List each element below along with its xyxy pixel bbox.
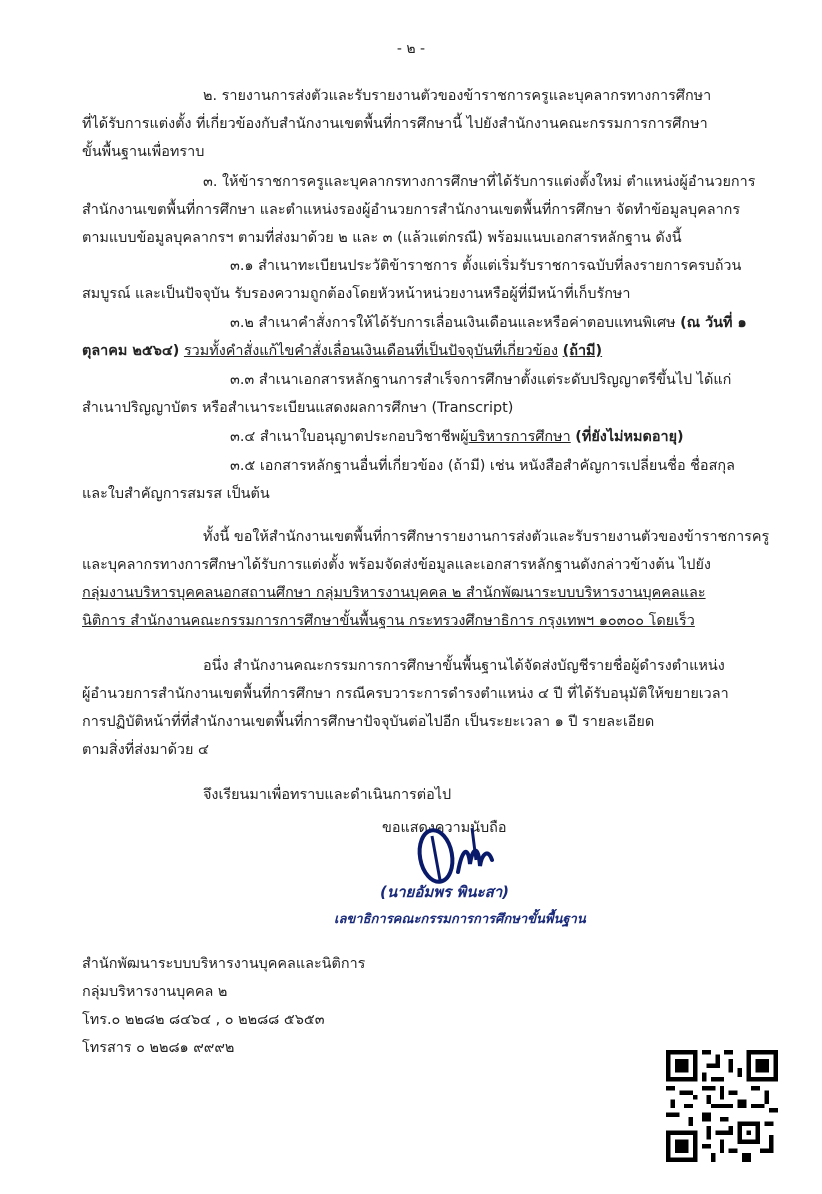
paragraph-3-line-1: ๓. ให้ข้าราชการครูและบุคลากรทางการศึกษาที่ได้รับการแต่งตั้งใหม่ ตำแหน่งผู้อำนวยการ [203, 174, 756, 190]
footer-group: กลุ่มบริหารงานบุคคล ๒ [82, 984, 228, 1000]
signature-scribble [410, 820, 520, 886]
paragraph-4-line-3: กลุ่มงานบริหารบุคคลนอกสถานศึกษา กลุ่มบริหารงานบุคคล ๒ สำนักพัฒนาระบบบริหารงานบุคคลและ [82, 585, 706, 601]
item-3-2-underlined: รวมทั้งคำสั่งแก้ไขคำสั่งเลื่อนเงินเดือนที่เป็นปัจจุบันที่เกี่ยวข้อง [183, 343, 559, 359]
paragraph-5-line-4: ตามสิ่งที่ส่งมาด้วย ๔ [82, 742, 209, 758]
signer-name: (นายอัมพร พินะสา) [380, 883, 510, 901]
paragraph-2-line-2: ที่ได้รับการแต่งตั้ง ที่เกี่ยวข้องกับสำนักงานเขตพื้นที่การศึกษานี้ ไปยังสำนักงานคณะกรรมการการศึกษา [82, 116, 708, 132]
paragraph-5-line-1: อนึ่ง สำนักงานคณะกรรมการการศึกษาขั้นพื้นฐานได้จัดส่งบัญชีรายชื่อผู้ดำรงตำแหน่ง [203, 658, 725, 674]
footer-phone: โทร.๐ ๒๒๘๒ ๘๔๖๔ , ๐ ๒๒๘๘ ๕๖๕๓ [82, 1012, 325, 1028]
item-3-4-text: ๓.๔ สำเนาใบอนุญาตประกอบวิชาชีพผู้ [230, 429, 469, 445]
item-3-2-text: ๓.๒ สำเนาคำสั่งการให้ได้รับการเลื่อนเงินเดือนและหรือค่าตอบแทนพิเศษ [230, 315, 676, 331]
paragraph-2-line-1: ๒. รายงานการส่งตัวและรับรายงานตัวของข้าราชการครูและบุคลากรทางการศึกษา [203, 88, 712, 104]
footer-office: สำนักพัฒนาระบบบริหารงานบุคคลและนิติการ [82, 956, 366, 972]
item-3-1-line-1: ๓.๑ สำเนาทะเบียนประวัติข้าราชการ ตั้งแต่เริ่มรับราชการฉบับที่ลงรายการครบถ้วน [230, 258, 742, 274]
paragraph-3-line-3: ตามแบบข้อมูลบุคลากรฯ ตามที่ส่งมาด้วย ๒ และ ๓ (แล้วแต่กรณี) พร้อมแนบเอกสารหลักฐาน ดังนี้ [82, 230, 682, 246]
item-3-2-date-start: (ณ วันที่ ๑ [680, 315, 747, 331]
item-3-2-date-end: ตุลาคม ๒๕๖๔) [82, 343, 180, 359]
page-number: - ๒ - [396, 41, 426, 57]
item-3-4-not-expired: (ที่ยังไม่หมดอายุ) [575, 429, 684, 445]
qr-code [666, 1050, 778, 1162]
paragraph-5-line-3: การปฏิบัติหน้าที่ที่สำนักงานเขตพื้นที่การศึกษาปัจจุบันต่อไปอีก เป็นระยะเวลา ๑ ปี รายละเอียด [82, 714, 655, 730]
closing-text: จึงเรียนมาเพื่อทราบและดำเนินการต่อไป [203, 787, 452, 803]
paragraph-2-line-3: ขั้นพื้นฐานเพื่อทราบ [82, 144, 205, 160]
paragraph-4-line-4: นิติการ สำนักงานคณะกรรมการการศึกษาขั้นพื้นฐาน กระทรวงศึกษาธิการ กรุงเทพฯ ๑๐๓๐๐ โดยเร็ว [82, 613, 695, 629]
paragraph-5-line-2: ผู้อำนวยการสำนักงานเขตพื้นที่การศึกษา กรณีครบวาระการดำรงตำแหน่ง ๔ ปี ที่ได้รับอนุมัติให้ขยายเวลา [82, 686, 729, 702]
signer-title: เลขาธิการคณะกรรมการการศึกษาขั้นพื้นฐาน [334, 912, 586, 927]
footer-fax: โทรสาร ๐ ๒๒๘๑ ๙๙๙๒ [82, 1040, 235, 1056]
paragraph-3-line-2: สำนักงานเขตพื้นที่การศึกษา และตำแหน่งรองผู้อำนวยการสำนักงานเขตพื้นที่การศึกษา จัดทำข้อมูลบุคลากร [82, 202, 741, 218]
item-3-5-line-1: ๓.๕ เอกสารหลักฐานอื่นที่เกี่ยวข้อง (ถ้ามี) เช่น หนังสือสำคัญการเปลี่ยนชื่อ ชื่อสกุล [230, 458, 735, 474]
paragraph-4-line-1: ทั้งนี้ ขอให้สำนักงานเขตพื้นที่การศึกษารายงานการส่งตัวและรับรายงานตัวของข้าราชการครู [203, 529, 770, 545]
salutation: ขอแสดงความนับถือ [382, 820, 507, 836]
item-3-5-line-2: และใบสำคัญการสมรส เป็นต้น [82, 486, 270, 502]
item-3-4-line [230, 427, 684, 447]
item-3-3-line-2: สำเนาปริญญาบัตร หรือสำเนาระเบียนแสดงผลการศึกษา (Transcript) [82, 400, 514, 416]
item-3-1-line-2: สมบูรณ์ และเป็นปัจจุบัน รับรองความถูกต้องโดยหัวหน้าหน่วยงานหรือผู้ที่มีหน้าที่เก็บรักษา [82, 286, 631, 302]
item-3-2-line-1 [230, 313, 747, 333]
paragraph-4-line-2: และบุคลากรทางการศึกษาได้รับการแต่งตั้ง พร้อมจัดส่งข้อมูลและเอกสารหลักฐานดังกล่าวข้างต้น ไปยัง [82, 557, 711, 573]
item-3-2-line-2 [82, 341, 602, 361]
item-3-2-if-any: (ถ้ามี) [562, 343, 603, 359]
item-3-4-underlined: บริหารการศึกษา [468, 429, 571, 445]
item-3-3-line-1: ๓.๓ สำเนาเอกสารหลักฐานการสำเร็จการศึกษาตั้งแต่ระดับปริญญาตรีขึ้นไป ได้แก่ [230, 372, 732, 388]
